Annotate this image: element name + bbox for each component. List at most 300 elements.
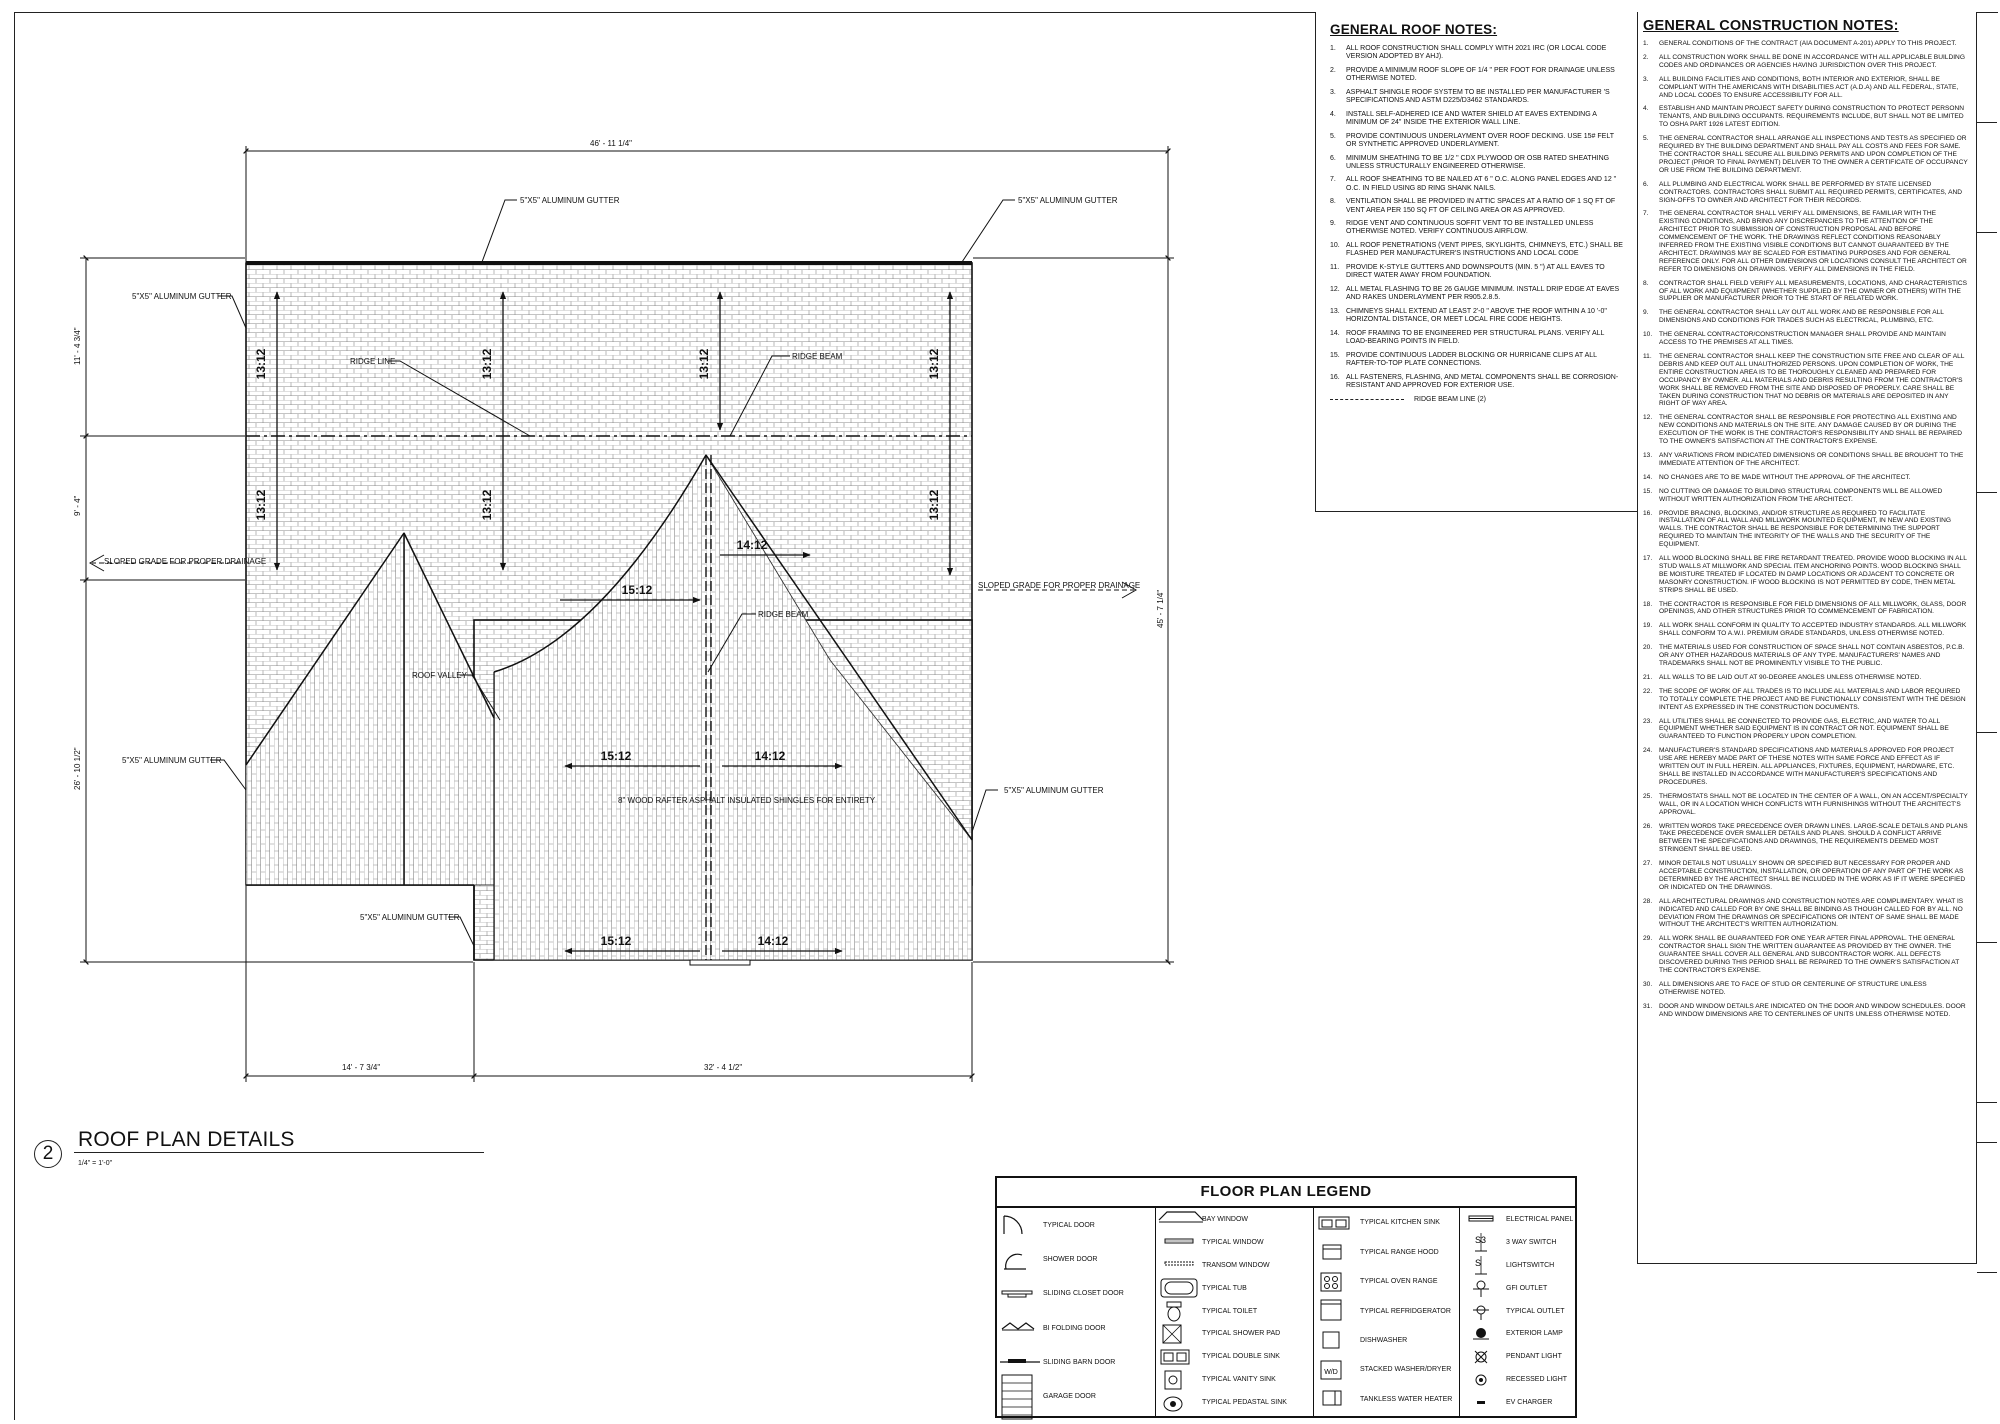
legend-item [1314, 1271, 1460, 1293]
roof-note [1330, 286, 1625, 302]
note-number: 1. [1643, 40, 1649, 47]
construction-note [1643, 622, 1968, 638]
note-text: ALL WORK SHALL CONFORM IN QUALITY TO ACCEPTED INDUSTRY STANDARDS. ALL MILLWORK SHALL CONFORM TO A.W.I. PREMIUM GRADE STANDARDS, UNLESS OTHERWISE NOTED. [1659, 622, 1967, 638]
legend-item [1314, 1388, 1460, 1410]
title-underline [74, 1152, 484, 1153]
note-text: ROOF FRAMING TO BE ENGINEERED PER STRUCTURAL PLANS. VERIFY ALL LOAD-BEARING POINTS IN FIELD. [1346, 329, 1605, 345]
note-text: ALL DIMENSIONS ARE TO FACE OF STUD OR CENTERLINE OF STRUCTURE UNLESS OTHERWISE NOTED. [1659, 980, 1927, 996]
roof-notes-title: GENERAL ROOF NOTES: [1330, 22, 1498, 37]
exterior-lamp-icon [1460, 1323, 1506, 1345]
construction-note [1643, 644, 1968, 668]
note-number: 4. [1643, 105, 1649, 113]
note-number: 14. [1643, 473, 1653, 481]
strip-divider [1977, 232, 1997, 233]
legend-label: TYPICAL TUB [1202, 1284, 1247, 1292]
callout-roof-valley: ROOF VALLEY [412, 671, 467, 680]
note-number: 18. [1643, 600, 1653, 608]
window-icon [1156, 1231, 1202, 1253]
slope-label: 14:12 [754, 749, 786, 763]
construction-notes-panel [1637, 12, 1977, 1264]
shower-pad-icon [1156, 1323, 1202, 1345]
roof-note [1330, 242, 1625, 258]
legend-item [1460, 1231, 1575, 1253]
legend-label: BAY WINDOW [1202, 1215, 1249, 1223]
note-text: CONTRACTOR SHALL FIELD VERIFY ALL MEASUREMENTS, LOCATIONS, AND CHARACTERISTICS OF ALL WORK AND EQUIPMENT (WHETHER SUPPLIED BY THE OWNER OR OTHERS) WITH THE SUPPLIER OR MANUFACTURER PRIOR TO THE START OF RELATED WORK. [1659, 279, 1968, 303]
note-text: CHIMNEYS SHALL EXTEND AT LEAST 2'-0 " ABOVE THE ROOF WITHIN A 10 '-0" HORIZONTAL DISTANCE, OR MEET LOCAL FIRE CODE HEIGHTS. [1346, 307, 1607, 324]
roof-note [1330, 45, 1625, 61]
legend-label: TYPICAL DOOR [1043, 1221, 1095, 1229]
roof-body [246, 263, 972, 965]
legend-label: STACKED WASHER/DRYER [1360, 1366, 1452, 1374]
legend-label: DISHWASHER [1360, 1336, 1408, 1344]
ridge-beam-line-sample [1330, 399, 1404, 400]
callout-ridge-beam: RIDGE BEAM [758, 610, 809, 619]
kitchen-sink-icon [1314, 1212, 1360, 1234]
note-number: 19. [1643, 622, 1653, 630]
construction-note [1643, 793, 1968, 817]
door-swing-icon [997, 1214, 1043, 1236]
note-text: THE SCOPE OF WORK OF ALL TRADES IS TO INCLUDE ALL MATERIALS AND LABOR REQUIRED TO TOTALLY COMPLETE THE PROJECT AND BE FUNCTIONALLY CONSISTENT WITH THE DESIGN INTENT AS EXPRESSED IN THE CONSTRUCTION DOCUMENTS. [1659, 687, 1966, 711]
legend-item [997, 1283, 1155, 1305]
construction-note [1643, 40, 1968, 48]
note-number: 31. [1643, 1002, 1653, 1010]
note-text: INSTALL SELF-ADHERED ICE AND WATER SHIELD AT EAVES EXTENDING A MINIMUM OF 24" INSIDE THE EXTERIOR WALL LINE. [1346, 110, 1597, 126]
note-number: 2. [1643, 53, 1649, 61]
legend-label: RECESSED LIGHT [1506, 1376, 1568, 1384]
note-number: 17. [1643, 555, 1653, 563]
legend-item [1156, 1346, 1314, 1368]
note-text: ALL ROOF PENETRATIONS (VENT PIPES, SKYLIGHTS, CHIMNEYS, ETC.) SHALL BE FLASHED PER MANUFACTURER'S INSTRUCTIONS AND LOCAL CODE [1346, 242, 1623, 258]
slope-label: 15:12 [600, 749, 632, 763]
legend-item [1156, 1323, 1314, 1345]
legend-label: EV CHARGER [1506, 1399, 1553, 1407]
construction-notes-list [1643, 40, 1968, 1019]
title-strip [1977, 12, 2000, 1420]
construction-note [1643, 280, 1968, 304]
construction-notes-title: GENERAL CONSTRUCTION NOTES: [1643, 18, 1899, 34]
legend-label: TYPICAL OVEN RANGE [1360, 1278, 1438, 1286]
callout-gutter: 5"X5" ALUMINUM GUTTER [132, 292, 232, 301]
ridge-beam-legend-label: RIDGE BEAM LINE (2) [1414, 395, 1486, 403]
legend-item [1460, 1369, 1575, 1391]
note-text: THE GENERAL CONTRACTOR SHALL KEEP THE CONSTRUCTION SITE FREE AND CLEAR OF ALL DEBRIS AND KEEP OUT ALL UNAUTHORIZED PERSONS. UPON COMPLETION OF WORK, THE ENTIRE CONSTRUCTION AREA IS TO BE THOROUGHLY CLEANED AND PREPARED FOR OCCUPANCY BY OWNER. ALL MATERIALS AND DEBRIS RESULTING FROM THE CONTRACTOR'S WORK SHALL BE REMOVED FROM THE SITE AND DISPOSED OF PROPERLY. CARE SHALL BE TAKEN DURING CONSTRUCTION THAT NO DEBRIS OR MATERIALS ARE DEPOSITED IN ANY RIGHT OF WAY AREA. [1659, 353, 1965, 408]
pedestal-sink-icon [1156, 1392, 1202, 1414]
note-text: ALL WORK SHALL BE GUARANTEED FOR ONE YEAR AFTER FINAL APPROVAL. THE GENERAL CONTRACTOR SHALL SIGN THE WRITTEN GUARANTEE AS PROVIDED BY THE OWNER. THE GUARANTEE SHALL COVER ALL GENERAL AND SUBCONTRACTOR WORK. ALL DEFECTS DISCOVERED DURING THIS PERIOD SHALL BE REPAIRED TO THE OWNER'S SATISFACTION AT THE CONTRACTOR'S EXPENSE. [1659, 935, 1960, 974]
legend-label: GARAGE DOOR [1043, 1393, 1096, 1401]
note-number: 1. [1330, 45, 1336, 52]
legend-label: TRANSOM WINDOW [1202, 1261, 1270, 1269]
callout-ridge-beam: RIDGE BEAM [792, 352, 843, 361]
note-number: 9. [1643, 309, 1649, 317]
roof-note [1330, 220, 1625, 236]
note-text: ALL CONSTRUCTION WORK SHALL BE DONE IN ACCORDANCE WITH ALL APPLICABLE BUILDING CODES AND ORDINANCES OR AGENCIES HAVING JURISDICTION OVER THIS PROJECT. [1659, 53, 1965, 69]
legend-label: TYPICAL REFRIDGERATOR [1360, 1307, 1451, 1315]
legend-item [1460, 1254, 1575, 1276]
note-text: THE GENERAL CONTRACTOR SHALL BE RESPONSIBLE FOR PROTECTING ALL EXISTING AND NEW CONDITIONS AND MATERIALS ON THE SITE. ANY DAMAGE CAUSED BY OR DURING THE EXECUTION OF THE WORK IS THE CONTRACTOR'S RESPONSIBILITY AND SHALL BE REPAIRED TO THE OWNER'S SATISFACTION AT THE CONTRACTOR'S EXPENSE. [1659, 414, 1963, 446]
strip-divider [1977, 1102, 1997, 1103]
drawing-number: 2 [34, 1140, 62, 1168]
slope-label: 15:12 [600, 934, 632, 948]
construction-note [1643, 860, 1968, 892]
note-text: PROVIDE BRACING, BLOCKING, AND/OR STRUCTURE AS REQUIRED TO FACILITATE INSTALLATION OF ALL WALL AND MILLWORK MOUNTED EQUIPMENT, IN NEW AND EXISTING WALLS. THE CONTRACTOR SHALL BE RESPONSIBLE FOR DETERMINING THE SUPPORT REQUIRED TO MAINTAIN THE INTEGRITY OF THE WALLS AND THE SECURITY OF THE EQUIPMENT. [1659, 509, 1951, 549]
note-number: 16. [1643, 509, 1653, 517]
note-number: 21. [1643, 673, 1653, 681]
construction-note [1643, 135, 1968, 175]
legend-label: TYPICAL WINDOW [1202, 1238, 1264, 1246]
drawing-title: ROOF PLAN DETAILS [78, 1128, 295, 1151]
note-number: 9. [1330, 220, 1336, 228]
note-text: ALL ARCHITECTURAL DRAWINGS AND CONSTRUCTION NOTES ARE COMPLIMENTARY. WHAT IS INDICATED AND CALLED FOR BY ONE SHALL BE BINDING AS THOUGH CALLED FOR BY ALL. NO DEVIATION FROM THE DRAWINGS OR SPECIFICATIONS OR INTENT OF SAME SHALL BE MADE WITHOUT THE ARCHITECT'S WRITTEN AUTHORIZATION. [1659, 897, 1964, 929]
legend-item [1156, 1254, 1314, 1276]
legend-label: TYPICAL KITCHEN SINK [1360, 1219, 1440, 1227]
construction-note [1643, 414, 1968, 446]
legend-label: PENDANT LIGHT [1506, 1353, 1562, 1361]
construction-note [1643, 210, 1968, 273]
callout-gutter: 5"X5" ALUMINUM GUTTER [1004, 786, 1104, 795]
legend-item [1314, 1359, 1460, 1381]
dimension-left-mid: 9' - 4" [73, 495, 82, 516]
note-number: 4. [1330, 110, 1336, 118]
construction-note [1643, 823, 1968, 855]
note-text: ALL BUILDING FACILITIES AND CONDITIONS, BOTH INTERIOR AND EXTERIOR, SHALL BE COMPLIANT WITH THE AMERICANS WITH DISABILITIES ACT (A.D.A) AND ALL FEDERAL, STATE, AND LOCAL CODES TO ENSURE ACCESSIBILITY FOR ALL. [1659, 75, 1959, 99]
note-number: 7. [1330, 176, 1336, 184]
legend-item [1314, 1300, 1460, 1322]
dimension-left-bottom: 26' - 10 1/2" [73, 747, 82, 790]
note-text: MINIMUM SHEATHING TO BE 1/2 " CDX PLYWOOD OR OSB RATED SHEATHING UNLESS STRUCTURALLY ENGINEERED OTHERWISE. [1346, 154, 1610, 170]
construction-note [1643, 181, 1968, 205]
legend-item [997, 1386, 1155, 1408]
note-number: 10. [1330, 242, 1340, 250]
ev-charger-icon [1460, 1392, 1506, 1414]
construction-note [1643, 353, 1968, 408]
note-number: 7. [1643, 210, 1649, 218]
legend-item [1460, 1277, 1575, 1299]
legend-label: TYPICAL SHOWER PAD [1202, 1330, 1281, 1338]
transom-window-icon [1156, 1254, 1202, 1276]
grade-arrow-left [90, 555, 266, 571]
legend-item [1460, 1346, 1575, 1368]
note-number: 24. [1643, 747, 1653, 755]
slope-label: 13:12 [480, 348, 494, 380]
note-number: 15. [1643, 487, 1653, 495]
legend-column-doors [997, 1208, 1155, 1416]
strip-divider [1977, 122, 1997, 123]
legend-label: TYPICAL DOUBLE SINK [1202, 1353, 1280, 1361]
legend-item [1314, 1329, 1460, 1351]
barn-door-icon [997, 1352, 1043, 1374]
note-number: 11. [1643, 353, 1652, 360]
gfi-outlet-icon [1460, 1277, 1506, 1299]
outlet-icon [1460, 1300, 1506, 1322]
note-text: THE GENERAL CONTRACTOR SHALL ARRANGE ALL INSPECTIONS AND TESTS AS SPECIFIED OR REQUIRED BY THE BUILDING DEPARTMENT AND SHALL PAY ALL COSTS AND FEES FOR SAME. THE CONTRACTOR SHALL SECURE ALL BUILDING PERMITS AND UPON COMPLETION OF THE PROJECT (PRIOR TO FINAL PAYMENT) DELIVER TO THE OWNER A CERTIFICATE OF OCCUPANCY OR USE FROM THE BUILDING DEPARTMENT. [1659, 135, 1968, 174]
note-text: PROVIDE CONTINUOUS LADDER BLOCKING OR HURRICANE CLIPS AT ALL RAFTER-TO-TOP PLATE CONNECTIONS. [1346, 351, 1597, 367]
double-sink-icon [1156, 1346, 1202, 1368]
roof-note [1330, 67, 1625, 83]
dimension-right-overall: 45' - 7 1/4" [1156, 589, 1165, 628]
note-text: THE MATERIALS USED FOR CONSTRUCTION OF SPACE SHALL NOT CONTAIN ASBESTOS, P.C.B. OR ANY OTHER HAZARDOUS MATERIALS OF ANY TYPE. MANUFACTURERS' NAMES AND TRADEMARKS SHALL NOT BE PROMINENTLY VISIBLE TO THE PUBLIC. [1659, 644, 1965, 667]
roof-note [1330, 198, 1625, 214]
light-switch-icon [1460, 1254, 1506, 1276]
legend-item [1156, 1369, 1314, 1391]
note-text: VENTILATION SHALL BE PROVIDED IN ATTIC SPACES AT A RATIO OF 1 SQ FT OF VENT AREA PER 150 SQ FT OF CEILING AREA OR AS APPROVED. [1346, 198, 1616, 214]
note-number: 8. [1330, 198, 1336, 206]
garage-door-icon [997, 1386, 1043, 1408]
construction-note [1643, 452, 1968, 468]
note-text: ASPHALT SHINGLE ROOF SYSTEM TO BE INSTALLED PER MANUFACTURER 'S SPECIFICATIONS AND ASTM D225/D3462 STANDARDS. [1346, 88, 1610, 105]
bay-window-icon [1156, 1208, 1202, 1230]
note-text: PROVIDE A MINIMUM ROOF SLOPE OF 1/4 " PER FOOT FOR DRAINAGE UNLESS OTHERWISE NOTED. [1346, 66, 1615, 83]
switch-symbol-text: S3 [1475, 1235, 1487, 1246]
note-text: MINOR DETAILS NOT USUALLY SHOWN OR SPECIFIED BUT NECESSARY FOR PROPER AND ACCEPTABLE CONSTRUCTION, INSTALLATION, OR OPERATION OF ANY PART OF THE WORK AS DETERMINED BY THE ARCHITECT SHALL BE INCLUDED IN THE WORK AS IF IT WERE SPECIFIED OR INDICATED ON THE DRAWINGS. [1659, 860, 1966, 891]
note-text: NO CUTTING OR DAMAGE TO BUILDING STRUCTURAL COMPONENTS WILL BE ALLOWED WITHOUT WRITTEN AUTHORIZATION FROM THE ARCHITECT. [1659, 487, 1943, 503]
roof-note [1330, 264, 1625, 280]
tub-icon [1156, 1277, 1202, 1299]
legend-column-bath [1155, 1208, 1314, 1416]
roof-notes-panel [1315, 12, 1637, 512]
roof-note [1330, 352, 1625, 368]
legend-item [997, 1352, 1155, 1374]
note-number: 2. [1330, 66, 1336, 74]
strip-divider [1977, 1142, 1997, 1143]
callout-gutter: 5"X5" ALUMINUM GUTTER [1018, 196, 1118, 205]
construction-note [1643, 331, 1968, 347]
dishwasher-icon [1314, 1329, 1360, 1351]
note-text: RIDGE VENT AND CONTINUOUS SOFFIT VENT TO BE INSTALLED UNLESS OTHERWISE NOTED. VERIFY CONTINUOUS AIRFLOW. [1346, 220, 1594, 236]
note-text: PROVIDE CONTINUOUS UNDERLAYMENT OVER ROOF DECKING. USE 15# FELT OR SYNTHETIC APPROVED UNDERLAYMENT. [1346, 132, 1614, 148]
slope-label: 14:12 [736, 538, 768, 552]
legend-item [1156, 1208, 1314, 1230]
slope-label: 13:12 [480, 489, 494, 521]
roof-note [1330, 330, 1625, 346]
legend-label: TANKLESS WATER HEATER [1360, 1395, 1453, 1403]
strip-divider [1977, 1272, 1997, 1273]
roof-note [1330, 176, 1625, 192]
note-number: 25. [1643, 792, 1653, 800]
note-number: 14. [1330, 329, 1340, 337]
note-number: 6. [1330, 154, 1336, 162]
strip-divider [1977, 942, 1997, 943]
dimension-top-width: 46' - 11 1/4" [590, 139, 633, 148]
construction-note [1643, 674, 1968, 682]
slope-label: 13:12 [927, 489, 941, 521]
construction-note [1643, 510, 1968, 550]
roof-note [1330, 111, 1625, 127]
grade-label-left: SLOPED GRADE FOR PROPER DRAINAGE [104, 557, 267, 566]
note-number: 15. [1330, 351, 1340, 359]
legend-item [1156, 1392, 1314, 1414]
construction-note [1643, 718, 1968, 742]
note-number: 22. [1643, 687, 1653, 695]
legend-label: BI FOLDING DOOR [1043, 1324, 1106, 1332]
note-number: 3. [1330, 88, 1336, 96]
drawing-scale: 1/4" = 1'-0" [78, 1160, 113, 1167]
note-text: ALL ROOF SHEATHING TO BE NAILED AT 6 " O.C. ALONG PANEL EDGES AND 12 " O.C. IN FIELD USING 8D RING SHANK NAILS. [1346, 176, 1617, 192]
slope-label: 15:12 [621, 583, 653, 597]
drawing-title-block [28, 1128, 458, 1172]
note-number: 23. [1643, 717, 1653, 725]
note-number: 12. [1330, 285, 1340, 293]
note-number: 29. [1643, 935, 1653, 943]
callout-gutter: 5"X5" ALUMINUM GUTTER [122, 756, 222, 765]
note-text: GENERAL CONDITIONS OF THE CONTRACT (AIA DOCUMENT A-201) APPLY TO THIS PROJECT. [1659, 40, 1957, 47]
note-text: ALL FASTENERS, FLASHING, AND METAL COMPONENTS SHALL BE CORROSION-RESISTANT AND APPROVED FOR EXTERIOR USE. [1346, 373, 1619, 389]
legend-item [1156, 1300, 1314, 1322]
legend-item [997, 1317, 1155, 1339]
note-number: 13. [1643, 451, 1653, 459]
note-text: THERMOSTATS SHALL NOT BE LOCATED IN THE CENTER OF A WALL, ON AN ACCENT/SPECIALTY WALL, OR IN A LOCATION WHICH CONFLICTS WITH FURNISHINGS WITHOUT THE ARCHITECT'S APPROVAL. [1659, 792, 1968, 816]
legend-item [1156, 1231, 1314, 1253]
note-text: THE GENERAL CONTRACTOR SHALL VERIFY ALL DIMENSIONS, BE FAMILIAR WITH THE EXISTING CONDITIONS, AND BRING ANY DISCREPANCIES TO THE ATTENTION OF THE ARCHITECT PRIOR TO SUBMISSION OF CONSTRUCTION PROPOSAL AND BEFORE COMMENCEMENT OF THE WORK. THE DRAWINGS REFLECT CONDITIONS REASONABLY INFERRED FROM THE EXISTING VISIBLE CONDITIONS BUT CANNOT GUARANTEED BY THE ARCHITECT. DRAWINGS MAY BE SCALED FOR ESTIMATING PURPOSES AND FOR GENERAL REFERENCE ONLY. FOR ALL OTHER DIMENSIONS OR LOCATIONS CONSULT THE ARCHITECT OR REFER TO DIMENSIONS ON DRAWINGS. VERIFY ALL DIMENSIONS IN THE FIELD. [1659, 210, 1967, 273]
legend-label: 3 WAY SWITCH [1506, 1238, 1557, 1246]
note-text: ALL METAL FLASHING TO BE 26 GAUGE MINIMUM. INSTALL DRIP EDGE AT EAVES AND RAKES UNDERLAYMENT PER R905.2.8.5. [1346, 285, 1620, 302]
construction-note [1643, 601, 1968, 617]
note-number: 3. [1643, 75, 1649, 83]
callout-shingle-note: 8" WOOD RAFTER ASPHALT INSULATED SHINGLES FOR ENTIRETY [618, 796, 876, 805]
note-number: 5. [1643, 135, 1649, 143]
legend-title: FLOOR PLAN LEGEND [997, 1178, 1575, 1208]
shower-door-icon [997, 1249, 1043, 1271]
note-number: 27. [1643, 860, 1653, 868]
legend-label: SLIDING BARN DOOR [1043, 1359, 1116, 1366]
legend-item [1156, 1277, 1314, 1299]
construction-note [1643, 688, 1968, 712]
dimension-bottom-left: 14' - 7 3/4" [342, 1063, 381, 1072]
construction-note [1643, 898, 1968, 930]
ridge-beam-base [690, 960, 750, 965]
water-heater-icon [1314, 1388, 1360, 1410]
note-number: 13. [1330, 307, 1340, 315]
washer-dryer-icon [1314, 1359, 1360, 1381]
legend-item [1460, 1208, 1575, 1230]
note-text: ALL ROOF CONSTRUCTION SHALL COMPLY WITH 2021 IRC (OR LOCAL CODE VERSION ADOPTED BY AHJ). [1346, 45, 1607, 61]
note-text: THE GENERAL CONTRACTOR SHALL LAY OUT ALL WORK AND BE RESPONSIBLE FOR ALL DIMENSIONS AND CONDITIONS FOR TRADES SUCH AS ELECTRICAL, PLUMBING, ETC. [1659, 309, 1944, 325]
construction-note [1643, 981, 1968, 997]
recessed-light-icon [1460, 1369, 1506, 1391]
legend-item [997, 1214, 1155, 1236]
oven-range-icon [1314, 1271, 1360, 1293]
callout-gutter: 5"X5" ALUMINUM GUTTER [360, 913, 460, 922]
legend-item [997, 1249, 1155, 1271]
construction-note [1643, 747, 1968, 787]
dimension-left-top: 11' - 4 3/4" [73, 327, 82, 365]
note-text: THE GENERAL CONTRACTOR/CONSTRUCTION MANAGER SHALL PROVIDE AND MAINTAIN ACCESS TO THE PREMISES AT ALL TIMES. [1659, 331, 1946, 347]
legend-label: LIGHTSWITCH [1506, 1261, 1555, 1269]
legend-label: GFI OUTLET [1506, 1284, 1548, 1292]
note-text: ESTABLISH AND MAINTAIN PROJECT SAFETY DURING CONSTRUCTION TO PROTECT PERSONN TENANTS, AND BUILDING OCCUPANTS. REQUIREMENTS INCLUDE, BUT SHALL NOT BE LIMITED TO OSHA PART 1926 LATEST EDITION. [1659, 105, 1965, 129]
toilet-icon [1156, 1300, 1202, 1322]
slope-label: 13:12 [254, 348, 268, 380]
legend-item [1314, 1241, 1460, 1263]
construction-note [1643, 474, 1968, 482]
roof-note [1330, 133, 1625, 149]
construction-note [1643, 1003, 1968, 1019]
refrigerator-icon [1314, 1300, 1360, 1322]
construction-note [1643, 54, 1968, 70]
legend-item [1460, 1323, 1575, 1345]
legend-label: SLIDING CLOSET DOOR [1043, 1290, 1124, 1298]
note-text: ANY VARIATIONS FROM INDICATED DIMENSIONS OR CONDITIONS SHALL BE BROUGHT TO THE IMMEDIATE ATTENTION OF THE ARCHITECT. [1659, 451, 1964, 467]
note-number: 20. [1643, 644, 1653, 652]
note-number: 5. [1330, 132, 1336, 140]
pendant-light-icon [1460, 1346, 1506, 1368]
grade-arrow-right [978, 581, 1140, 598]
construction-note [1643, 935, 1968, 975]
callout-ridge-line: RIDGE LINE [350, 357, 396, 366]
note-text: WRITTEN WORDS TAKE PRECEDENCE OVER DRAWN LINES. LARGE-SCALE DETAILS AND PLANS TAKE PRECEDENCE OVER SMALLER DETAILS AND PLANS. SHOULD A CONFLICT ARRIVE BETWEEN THE SPECIFICATIONS AND DRAWINGS, THE REQUIREMENTS DEEMED MOST STRINGENT SHALL BE USED. [1659, 822, 1968, 854]
note-text: MANUFACTURER'S STANDARD SPECIFICATIONS AND MATERIALS APPROVED FOR PROJECT USE ARE HEREBY MADE PART OF THESE NOTES WITH SAME FORCE AND EFFECT AS IF WRITTEN OUT IN FULL HEREIN. ALL APPLIANCES, FIXTURES, EQUIPMENT, HARDWARE, ETC. SHALL BE INSTALLED IN ACCORDANCE WITH MANUFACTURER'S SPECIFICATIONS AND PROCEDURES. [1659, 747, 1955, 786]
note-number: 11. [1330, 264, 1340, 272]
legend-label: TYPICAL OUTLET [1506, 1307, 1565, 1315]
roof-note [1330, 374, 1625, 390]
legend-label: TYPICAL PEDASTAL SINK [1202, 1399, 1287, 1407]
ridge-beam-legend [1330, 396, 1625, 403]
note-text: THE CONTRACTOR IS RESPONSIBLE FOR FIELD DIMENSIONS OF ALL MILLWORK, GLASS, DOOR OPENINGS, AND OTHER STRUCTURES PRIOR TO COMMENCEMENT OF FABRICATION. [1659, 600, 1967, 616]
legend-item [1314, 1212, 1460, 1234]
slope-label: 13:12 [254, 489, 268, 521]
legend-label: ELECTRICAL PANEL [1506, 1215, 1574, 1223]
legend-column-electrical [1459, 1208, 1575, 1416]
legend-label: EXTERIOR LAMP [1506, 1330, 1563, 1338]
construction-note [1643, 76, 1968, 100]
three-way-switch-icon [1460, 1231, 1506, 1253]
grade-label-right: SLOPED GRADE FOR PROPER DRAINAGE [978, 581, 1141, 590]
callout-gutter: 5"X5" ALUMINUM GUTTER [520, 196, 620, 205]
construction-note [1643, 105, 1968, 129]
note-number: 6. [1643, 180, 1649, 188]
roof-note [1330, 89, 1625, 105]
legend-label: TYPICAL VANITY SINK [1202, 1376, 1276, 1384]
construction-note [1643, 488, 1968, 504]
switch-symbol-text: S [1475, 1258, 1482, 1269]
legend-item [1460, 1300, 1575, 1322]
note-text: NO CHANGES ARE TO BE MADE WITHOUT THE APPROVAL OF THE ARCHITECT. [1659, 473, 1911, 481]
note-text: DOOR AND WINDOW DETAILS ARE INDICATED ON THE DOOR AND WINDOW SCHEDULES. DOOR AND WINDOW DIMENSIONS ARE TO CENTERLINES OF UNITS UNLESS OTHERWISE NOTED. [1659, 1002, 1966, 1018]
note-text: ALL WALLS TO BE LAID OUT AT 90-DEGREE ANGLES UNLESS OTHERWISE NOTED. [1659, 673, 1922, 681]
note-number: 30. [1643, 980, 1653, 988]
dimension-bottom-right: 32' - 4 1/2" [704, 1063, 743, 1072]
legend-label: SHOWER DOOR [1043, 1256, 1098, 1263]
slope-label: 14:12 [757, 934, 789, 948]
note-number: 28. [1643, 897, 1653, 905]
slope-label: 13:12 [927, 348, 941, 380]
note-number: 8. [1643, 279, 1649, 287]
vanity-sink-icon [1156, 1369, 1202, 1391]
legend-item [1460, 1392, 1575, 1414]
bifold-door-icon [997, 1317, 1043, 1339]
legend-column-appliances [1313, 1208, 1460, 1416]
strip-divider [1977, 732, 1997, 733]
roof-note [1330, 308, 1625, 324]
note-number: 12. [1643, 414, 1653, 422]
construction-note [1643, 555, 1968, 595]
strip-divider [1977, 492, 1997, 493]
note-text: ALL PLUMBING AND ELECTRICAL WORK SHALL BE PERFORMED BY STATE LICENSED CONTRACTORS. CONTRACTORS SHALL SUBMIT ALL REQUIRED PERMITS, CERTIFICATES, AND SIGN-OFFS TO OWNER AND ARCHITECT FOR THEIR RECORDS. [1659, 180, 1962, 204]
note-number: 16. [1330, 373, 1340, 381]
roof-notes-list [1330, 45, 1625, 390]
floor-plan-legend [995, 1176, 1577, 1418]
note-number: 10. [1643, 331, 1653, 339]
note-text: ALL UTILITIES SHALL BE CONNECTED TO PROVIDE GAS, ELECTRIC, AND WATER TO ALL EQUIPMENT WHETHER SAID EQUIPMENT IS IN CONTRACT OR NOT. EQUIPMENT SHALL BE GUARANTEED TO FUNCTION PROPERLY UPON COMPLETION. [1659, 717, 1949, 741]
range-hood-icon [1314, 1241, 1360, 1263]
note-number: 26. [1643, 822, 1653, 830]
note-text: PROVIDE K-STYLE GUTTERS AND DOWNSPOUTS (MIN. 5 ") AT ALL EAVES TO DIRECT WATER AWAY FROM FOUNDATION. [1346, 264, 1605, 280]
roof-note [1330, 155, 1625, 171]
sliding-closet-door-icon [997, 1283, 1043, 1305]
construction-note [1643, 309, 1968, 325]
slope-label: 13:12 [697, 348, 711, 380]
legend-label: TYPICAL TOILET [1202, 1307, 1258, 1315]
electrical-panel-icon [1460, 1208, 1506, 1230]
